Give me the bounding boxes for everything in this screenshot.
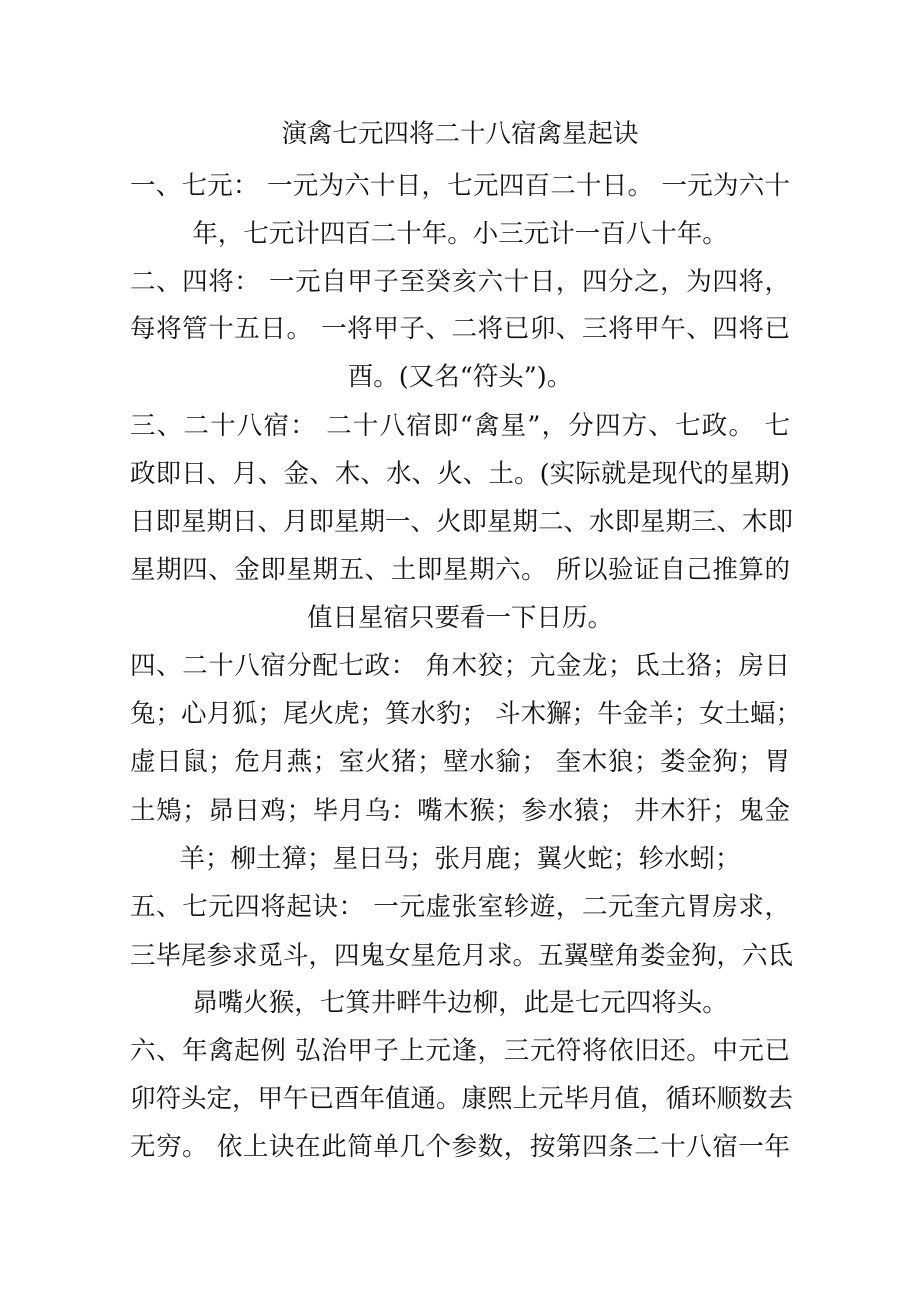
text-line-1: 一、七元： 一元为六十日，七元四百二十日。 一元为六十 bbox=[130, 171, 790, 201]
text-line-6: 三、二十八宿： 二十八宿即“禽星”，分四方、七政。 七 bbox=[130, 411, 790, 441]
text-line-21: 无穷。 依上诀在此简单几个参数，按第四条二十八宿一年 bbox=[130, 1132, 790, 1162]
text-line-16: 五、七元四将起诀： 一元虚张室轸遊，二元奎亢胃房求， bbox=[130, 892, 790, 922]
text-line-8: 日即星期日、月即星期一、火即星期二、水即星期三、木即 bbox=[130, 507, 794, 537]
text-line-11: 四、二十八宿分配七政： 角木狡；亢金龙；氐土狢；房日 bbox=[130, 651, 790, 681]
text-line-14: 土鴙；昴日鸡；毕月乌：嘴木猴；参水猿； 井木犴；鬼金 bbox=[130, 796, 790, 826]
text-line-7: 政即日、月、金、木、水、火、土。(实际就是现代的星期) bbox=[130, 459, 790, 489]
text-line-4: 每将管十五日。 一将甲子、二将已卯、三将甲午、四将已 bbox=[130, 314, 790, 344]
text-line-17: 三毕尾参求觅斗，四鬼女星危月求。五翼壁角娄金狗，六氐 bbox=[130, 941, 794, 971]
text-line-2: 年，七元计四百二十年。小三元计一百八十年。 bbox=[192, 219, 728, 249]
text-line-19: 六、年禽起例 弘治甲子上元逢，三元符将依旧还。中元已 bbox=[130, 1036, 790, 1066]
text-line-9: 星期四、金即星期五、土即星期六。 所以验证自己推算的 bbox=[130, 555, 790, 585]
text-line-12: 兔；心月狐；尾火虎；箕水豹； 斗木獬；牛金羊；女土蝠； bbox=[130, 699, 802, 729]
text-line-15: 羊；柳土獐；星日马；张月鹿；翼火蛇；轸水蚓； bbox=[179, 844, 741, 874]
text-line-13: 虚日鼠；危月燕；室火猪；壁水貐； 奎木狼；娄金狗；胃 bbox=[130, 747, 790, 777]
text-line-10: 值日星宿只要看一下日历。 bbox=[306, 603, 613, 633]
text-line-20: 卯符头定，甲午已酉年值通。康熙上元毕月值，循环顺数去 bbox=[130, 1084, 794, 1114]
text-line-5: 酉。(又名“符头”)。 bbox=[347, 362, 573, 392]
document-title: 演禽七元四将二十八宿禽星起诀 bbox=[281, 119, 639, 149]
text-line-3: 二、四将： 一元自甲子至癸亥六十日，四分之，为四将， bbox=[130, 267, 790, 297]
text-line-18: 昴嘴火猴，七箕井畔牛边柳，此是七元四将头。 bbox=[192, 988, 728, 1018]
